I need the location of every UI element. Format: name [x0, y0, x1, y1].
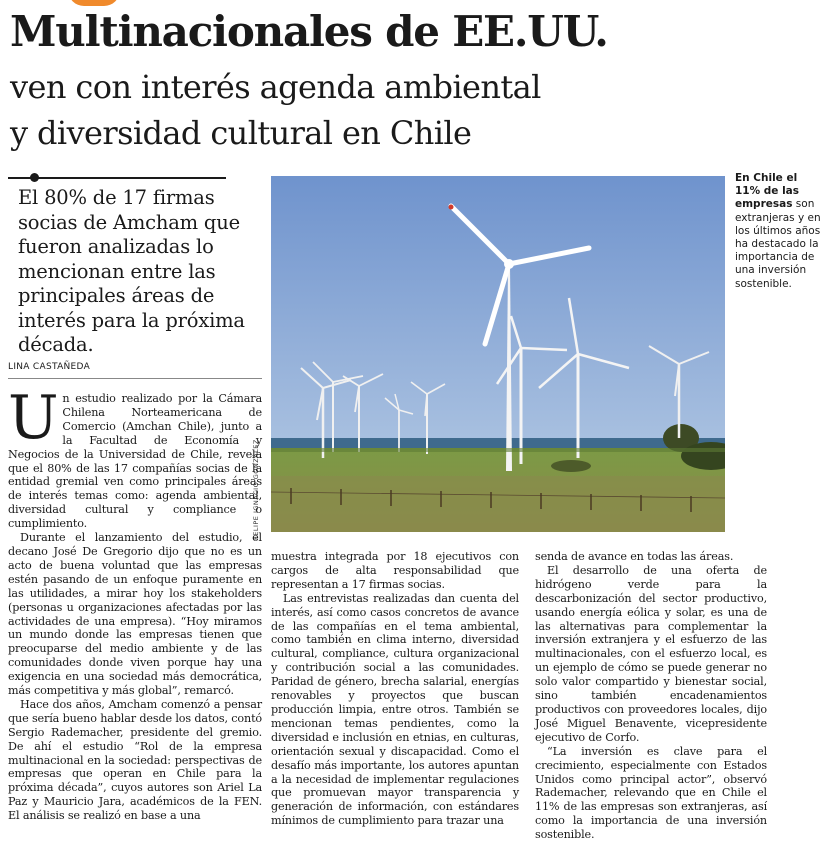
drop-cap: U [8, 383, 59, 453]
subheadline-line-2: y diversidad cultural en Chile [10, 114, 472, 152]
deck-rule [8, 177, 226, 179]
deck-bullet-icon [30, 173, 39, 182]
article-column-1 [8, 383, 262, 823]
paragraph-4: muestra integrada por 18 ejecutivos con cargos de alta responsabilidad que representan a 17 firmas socias. [271, 550, 519, 591]
paragraph-7: El desarrollo de una oferta de hidrógeno verde para la descarbonización del sector productivo, usando energía eólica y solar, es una de las alternativas para complementar la inversión extranjera y el esfuerzo de las multinacionales, con el esfuerzo local, es un ejemplo de cómo se puede generar no solo valor compartido y bienestar social, sino también encadenamientos productivos con proveedores locales, dijo José Miguel Benavente, vicepresidente ejecutivo de Corfo. [535, 563, 767, 744]
paragraph-5: Las entrevistas realizadas dan cuenta del interés, así como casos concretos de avance de las compañías en el tema ambiental, como también en clima interno, diversidad cultural, compliance, cultura organizacional y contribución social a las comunidades. Paridad de género, brecha salarial, energías renovables y proyectos que buscan producción limpia, entre otros. También se mencionan temas pendientes, como la diversidad e inclusión en etnias, en culturas, orientación sexual y discapacidad. Como el desafío más importante, los autores apuntan a la necesidad de implementar regulaciones que promuevan mayor transparencia y generación de información, con estándares mínimos de cumplimiento para trazar una [271, 591, 519, 828]
article-column-3 [535, 550, 767, 842]
subheadline-line-1: ven con interés agenda ambiental [10, 68, 541, 106]
paragraph-6: senda de avance en todas las áreas. [535, 550, 734, 563]
paragraph-1 [8, 383, 262, 531]
paragraph-1-text: n estudio realizado por la Cámara Chilena Norteamericana de Comercio (Amchan Chile), junto a la Facultad de Economía y Negocios de la Universidad de Chile, revela que el 80% de las 17 compañías socias de la entidad gremial ven como principales áreas de interés temas como: agenda ambiental, diversidad cultural y compliance o cumplimiento. [8, 392, 262, 531]
headline: Multinacionales de EE.UU. [10, 7, 608, 56]
article-column-2 [271, 550, 519, 828]
caption-bold: En Chile el 11% de las empresas [735, 172, 800, 211]
photo-caption [735, 172, 825, 291]
wind-turbines-photo [271, 176, 725, 532]
byline-rule [8, 378, 262, 379]
photo-credit: FELIPE IGNACIO GONZÁLEZ [252, 439, 260, 540]
paragraph-8: “La inversión es clave para el crecimiento, especialmente con Estados Unidos como principal actor”, observó Rademacher, relevando que en Chile el 11% de las empresas son extranjeras, así como la importancia de una inversión sostenible. [535, 744, 767, 842]
deck-summary: El 80% de 17 firmas socias de Amcham que fueron analizadas lo mencionan entre las principales áreas de interés para la próxima década. [18, 186, 245, 356]
caption-rest: son extranjeras y en los últimos años ha destacado la importancia de una inversión sostenible. [735, 198, 821, 290]
paragraph-2: Durante el lanzamiento del estudio, el decano José De Gregorio dijo que no es un acto de buena voluntad que las empresas estén pasando de un enfoque puramente en las utilidades, a mirar hoy los stakeholders (personas u organizaciones afectadas por las actividades de una empresa). “Hoy miramos un mundo donde las empresas tienen que preocuparse del medio ambiente y de las comunidades donde viven porque hay una exigencia en una sociedad más democrática, más competitiva y más global”, remarcó. [8, 531, 262, 698]
paragraph-3: Hace dos años, Amcham comenzó a pensar que sería bueno hablar desde los datos, contó Sergio Rademacher, presidente del gremio. De ahí el estudio “Rol de la empresa multinacional en la sociedad: perspectivas de empresas que operan en Chile para la próxima década”, cuyos autores son Ariel La Paz y Mauricio Jara, académicos de la FEN. El análisis se realizó en base a una [8, 697, 262, 823]
byline: LINA CASTAÑEDA [8, 362, 91, 372]
